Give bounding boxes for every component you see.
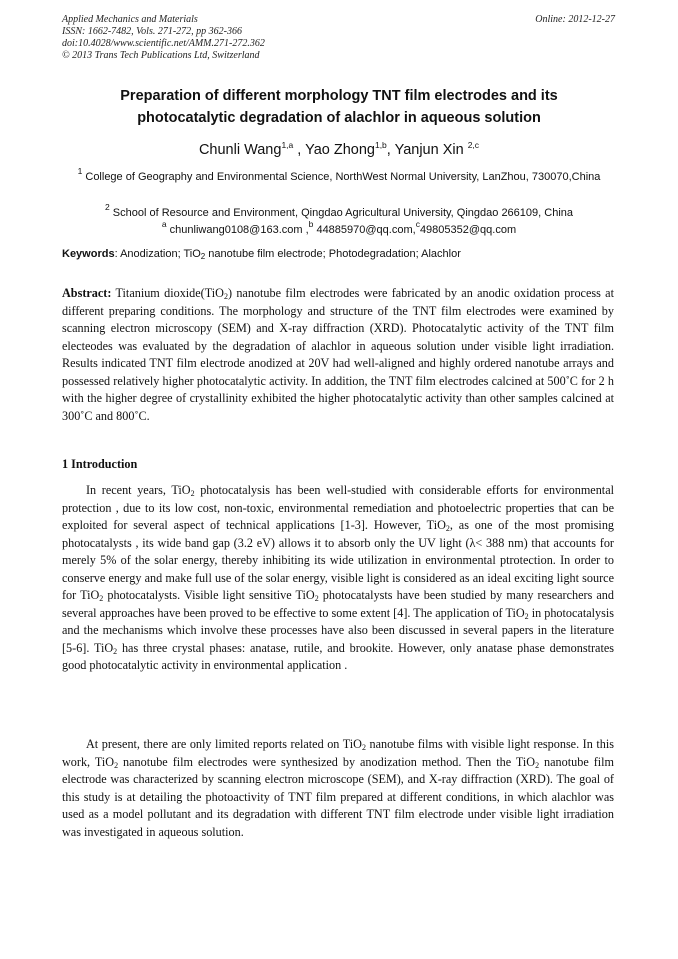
affiliation-text: School of Resource and Environment, Qingdao Agricultural University, Qingdao 266109, China bbox=[109, 207, 574, 219]
section-heading: 1 Introduction bbox=[62, 457, 138, 471]
email-address: 44885970@qq.com, bbox=[313, 224, 416, 236]
subscript: 2 bbox=[524, 611, 529, 621]
subscript: 2 bbox=[361, 743, 366, 752]
email-marker: a bbox=[161, 219, 167, 229]
subscript: 2 bbox=[99, 594, 104, 603]
paper-title bbox=[62, 85, 616, 129]
affiliation-marker: 1 bbox=[77, 166, 83, 176]
title-line-1: Preparation of different morphology TNT film electrodes and its bbox=[120, 88, 558, 104]
abstract-label: Abstract: bbox=[62, 286, 112, 300]
journal-header bbox=[62, 14, 265, 62]
email-address: 49805352@qq.com bbox=[419, 224, 517, 236]
paragraph-text: At present, there are only limited reports related on TiO bbox=[86, 737, 362, 751]
author-name: Yao Zhong bbox=[305, 142, 375, 158]
author-name: Chunli Wang bbox=[198, 142, 282, 158]
affiliation-text: College of Geography and Environmental Science, NorthWest Normal University, LanZhou, 730070,China bbox=[82, 171, 601, 183]
subscript: 2 bbox=[114, 760, 119, 770]
subscript: 2 bbox=[535, 760, 540, 770]
paragraph-text: nanotube film electrode was characterized by scanning electron microscope (SEM), and X-ray diffraction (XRD). The goal of this study is at detailing the photoactivity of TNT film prepared at different conditions, in which alachlor was used as a model pollutant and its degradation with different TNT film electrode under visible light irradiation was investigated in aqueous solution. bbox=[62, 754, 615, 839]
affiliation-marker: 2 bbox=[104, 202, 110, 212]
email-marker: c bbox=[415, 219, 420, 229]
paragraph-text: nanotube film electrodes were synthesized by anodization method. Then the TiO bbox=[118, 754, 536, 769]
journal-name: Applied Mechanics and Materials bbox=[62, 14, 198, 25]
email-marker: b bbox=[308, 219, 314, 229]
author-superscript: 1,b bbox=[374, 140, 387, 150]
author-separator: , bbox=[386, 142, 395, 158]
paragraph-text: , as one of the most promising photocatalysts , its wide band gap (3.2 eV) allows it to absorb only the UV light (λ< 388 nm) that accounts for merely 5% of the solar energy, thereby inhibiting its wide utilization in environmental ptrotection. In order to conserve energy and make full use of the solar energy, visible light is considered as an ideal exciting light source for TiO bbox=[62, 518, 615, 602]
paragraph-text: photocatalysts. Visible light sensitive TiO bbox=[103, 588, 315, 602]
email-address: chunliwang0108@163.com , bbox=[166, 224, 309, 236]
author-superscript: 2,c bbox=[467, 140, 480, 150]
intro-paragraph-1 bbox=[62, 482, 614, 675]
abstract bbox=[62, 285, 614, 425]
paragraph-text: in photocatalysis and the mechanisms which involve these processes have also been discussed in several papers in the literature [5-6]. TiO bbox=[62, 605, 614, 655]
author-separator: , bbox=[293, 142, 306, 158]
author-list bbox=[62, 136, 616, 159]
subscript: 2 bbox=[190, 489, 195, 498]
paragraph-text: nanotube films with visible light response. In this work, TiO bbox=[62, 737, 614, 769]
paragraph-text: In recent years, TiO bbox=[86, 483, 191, 497]
abstract-text: ) nanotube film electrodes were fabricated by an anodic oxidation process at different preparing conditions. The morphology and structure of the TNT film electrodes were examined by scanning electron microscopy (SEM) and X-ray diffraction (XRD). Photocatalytic activity of the TNT film electeodes was evaluated by the degradation of alachlor in aqueous solution under visible light irradiation. Results indicated TNT film electrode anodized at 20V had well-aligned and highly ordered nanotube arrays and possessed relatively higher photocatalytic activity. In addition, the TNT film electrodes calcined at 500˚C for 2 h with the higher degree of crystallinity exhibited the higher photocatalytic activity than other samples calcined at 300˚C and 800˚C. bbox=[62, 286, 614, 423]
online-date: Online: 2012-12-27 bbox=[535, 14, 615, 25]
author-name: Yanjun Xin bbox=[394, 142, 468, 158]
author-superscript: 1,a bbox=[281, 140, 294, 150]
subscript: 2 bbox=[445, 524, 450, 533]
intro-paragraph-2 bbox=[62, 736, 614, 841]
keywords-text: nanotube film electrode; Photodegradation; Alachlor bbox=[205, 248, 461, 260]
copyright-line: © 2013 Trans Tech Publications Ltd, Switzerland bbox=[62, 50, 260, 61]
paragraph-text: has three crystal phases: anatase, rutile, and brookite. However, only anatase phase demonstrates good photocatalytic activity in environmental application . bbox=[62, 640, 614, 672]
abstract-text: Titanium dioxide(TiO bbox=[111, 286, 224, 300]
keywords bbox=[62, 246, 616, 262]
issn-line: ISSN: 1662-7482, Vols. 271-272, pp 362-366 bbox=[62, 26, 242, 37]
subscript: 2 bbox=[223, 292, 228, 301]
email-list bbox=[62, 216, 616, 238]
keywords-label: Keywords bbox=[62, 248, 115, 260]
paragraph-text: photocatalysis has been well-studied with considerable efforts for environmental protection , due to its low cost, non-toxic, environmental remediation and photoelectric properties that can be exploited for several aspect of technical applications [1-3]. However, TiO bbox=[62, 483, 614, 532]
subscript: 2 bbox=[113, 646, 118, 656]
doi-line: doi:10.4028/www.scientific.net/AMM.271-272.362 bbox=[62, 38, 265, 49]
paragraph-text: photocatalysts have been studied by many researchers and several approaches have been proved to be effective to some extent [4]. The application of TiO bbox=[62, 588, 614, 620]
title-line-2: photocatalytic degradation of alachlor in aqueous solution bbox=[137, 110, 541, 126]
keywords-text: : Anodization; TiO bbox=[114, 248, 201, 260]
subscript: 2 bbox=[200, 252, 206, 261]
subscript: 2 bbox=[314, 594, 319, 603]
affiliation-1 bbox=[62, 163, 616, 185]
